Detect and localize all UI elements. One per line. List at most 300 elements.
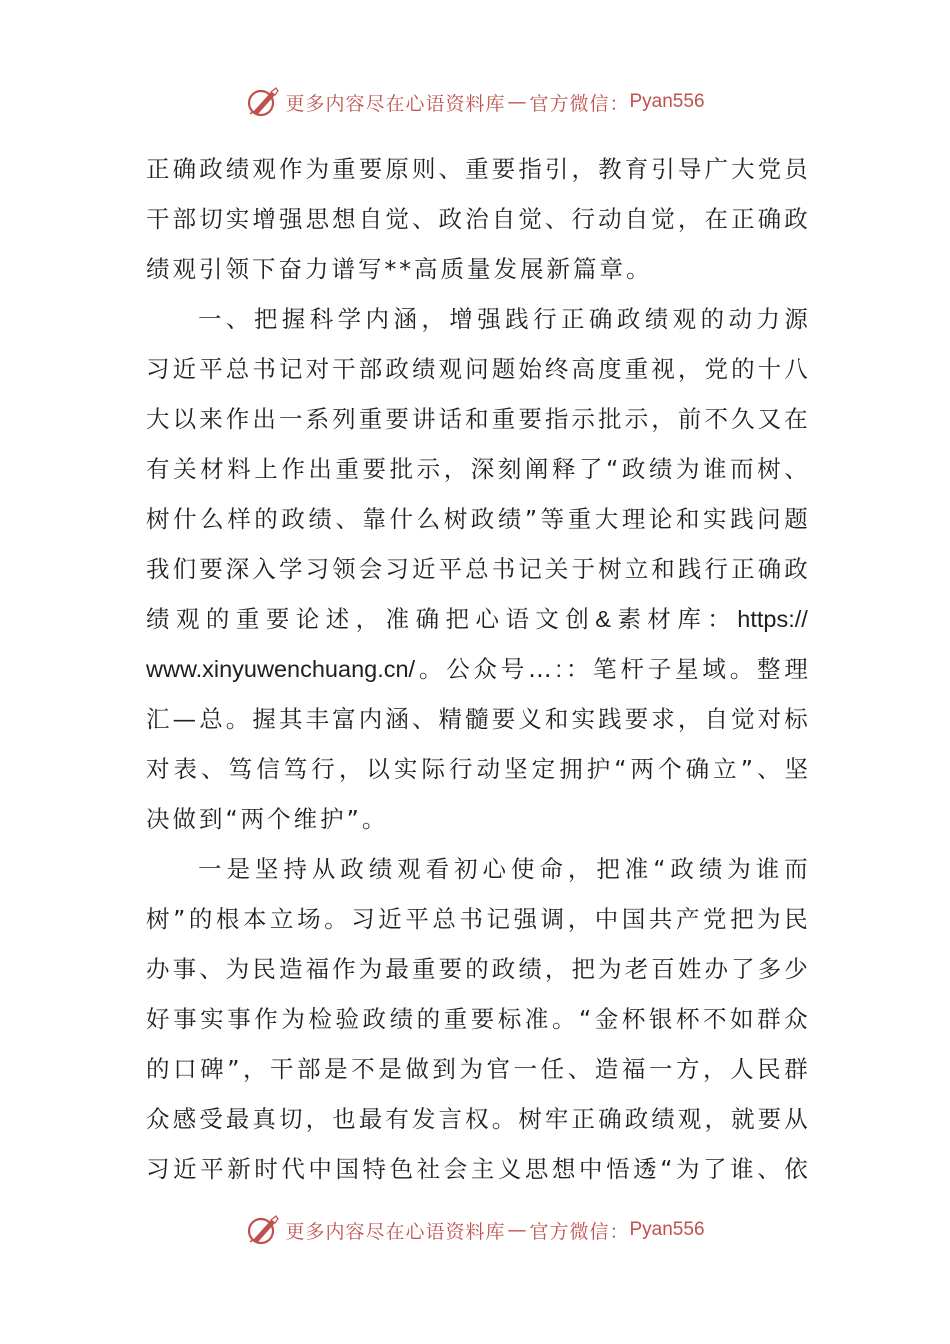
text-glyph: 杯 bbox=[675, 1005, 700, 1033]
text-glyph: 时 bbox=[254, 1155, 278, 1183]
text-glyph: 国 bbox=[621, 905, 646, 933]
text-glyph: 造 bbox=[594, 1055, 619, 1083]
text-glyph: 深 bbox=[470, 455, 495, 483]
text-glyph: 政 bbox=[281, 505, 305, 533]
text-glyph: 要 bbox=[491, 705, 516, 733]
page-header-banner bbox=[0, 82, 950, 122]
text-glyph: 色 bbox=[389, 1155, 414, 1183]
text-glyph: 、 bbox=[757, 1155, 781, 1183]
text-glyph: 科 bbox=[309, 305, 334, 333]
text-line bbox=[146, 394, 808, 444]
text-glyph: ， bbox=[305, 1105, 330, 1133]
text-glyph: 书 bbox=[459, 905, 483, 933]
text-glyph: ， bbox=[421, 305, 445, 333]
text-glyph: 方 bbox=[675, 1055, 700, 1083]
text-glyph: 刻 bbox=[497, 455, 522, 483]
text-glyph: 、 bbox=[438, 155, 463, 183]
text-glyph: 。 bbox=[418, 655, 443, 683]
text-glyph: 自 bbox=[624, 205, 649, 233]
text-glyph: 干 bbox=[146, 205, 170, 233]
text-glyph: 杆 bbox=[620, 655, 644, 683]
text-glyph: 观 bbox=[677, 1105, 702, 1133]
text-glyph: 政 bbox=[385, 355, 409, 383]
text-glyph: 了 bbox=[703, 1155, 727, 1183]
text-glyph: ， bbox=[571, 155, 595, 183]
text-glyph: 来 bbox=[199, 405, 223, 433]
text-glyph: 干 bbox=[332, 355, 356, 383]
text-glyph: 问 bbox=[465, 355, 489, 383]
text-glyph: 姓 bbox=[677, 955, 702, 983]
text-glyph: 在 bbox=[704, 205, 728, 233]
text-line bbox=[146, 694, 808, 744]
document-body bbox=[146, 144, 808, 1194]
text-glyph: 为 bbox=[675, 455, 700, 483]
text-glyph: 子 bbox=[647, 655, 672, 683]
text-glyph: 绩 bbox=[146, 605, 170, 633]
text-glyph: 平 bbox=[405, 905, 429, 933]
text-glyph: 践 bbox=[505, 305, 529, 333]
text-glyph: 问 bbox=[757, 505, 781, 533]
text-glyph: 增 bbox=[252, 205, 276, 233]
text-glyph: 富 bbox=[332, 705, 356, 733]
text-glyph: 么 bbox=[200, 505, 224, 533]
text-glyph: 检 bbox=[308, 1005, 332, 1033]
text-glyph: 树 bbox=[146, 905, 170, 933]
text-glyph: 坚 bbox=[254, 855, 279, 883]
text-glyph: 干 bbox=[270, 1055, 294, 1083]
text-glyph: 涵 bbox=[385, 705, 409, 733]
text-glyph: 确 bbox=[598, 1105, 622, 1133]
text-glyph: 两 bbox=[630, 755, 655, 783]
text-glyph: 出 bbox=[252, 405, 276, 433]
text-glyph: 批 bbox=[389, 455, 414, 483]
text-glyph: 心 bbox=[475, 605, 499, 633]
text-glyph: 最 bbox=[225, 1105, 250, 1133]
text-glyph: 有 bbox=[146, 455, 170, 483]
text-glyph: 学 bbox=[278, 555, 303, 583]
text-glyph: 大 bbox=[146, 405, 170, 433]
text-line bbox=[146, 994, 808, 1044]
text-glyph: 社 bbox=[416, 1155, 441, 1183]
text-glyph: 主 bbox=[470, 1155, 495, 1183]
text-glyph: “ bbox=[579, 1005, 592, 1033]
text-glyph: 行 bbox=[449, 755, 473, 783]
text-glyph: 对 bbox=[146, 755, 170, 783]
text-glyph: 什 bbox=[389, 505, 414, 533]
text-glyph: 了 bbox=[731, 955, 755, 983]
wechat-label: 官方微信： bbox=[529, 1220, 630, 1243]
text-glyph: 践 bbox=[677, 555, 702, 583]
text-glyph: 坚 bbox=[784, 755, 808, 783]
text-glyph: : bbox=[555, 656, 562, 682]
text-glyph: 为 bbox=[727, 855, 751, 883]
text-glyph: 实 bbox=[571, 705, 595, 733]
text-glyph: 为 bbox=[225, 955, 250, 983]
text-glyph: 任 bbox=[540, 1055, 565, 1083]
text-glyph: 党 bbox=[704, 355, 728, 383]
text-glyph: 深 bbox=[225, 555, 250, 583]
text-glyph: 命 bbox=[539, 855, 563, 883]
text-glyph: 谁 bbox=[703, 455, 727, 483]
text-glyph: 上 bbox=[254, 455, 278, 483]
text-glyph: 多 bbox=[757, 955, 782, 983]
text-glyph: 碑 bbox=[200, 1055, 224, 1083]
text-glyph: 正 bbox=[560, 305, 585, 333]
text-glyph: 政 bbox=[470, 505, 495, 533]
text-glyph: 创 bbox=[565, 605, 589, 633]
text-glyph: 平 bbox=[199, 355, 223, 383]
text-glyph: 笃 bbox=[228, 755, 253, 783]
text-glyph: 把 bbox=[571, 955, 595, 983]
text-glyph: … bbox=[528, 655, 552, 683]
text-glyph: 信 bbox=[256, 755, 280, 783]
text-glyph: 确 bbox=[172, 155, 197, 183]
text-glyph: 语 bbox=[505, 605, 529, 633]
text-glyph: 总 bbox=[199, 705, 223, 733]
text-glyph: 实 bbox=[200, 1005, 224, 1033]
text-glyph: 要 bbox=[518, 405, 542, 433]
text-glyph: 了 bbox=[579, 455, 603, 483]
text-glyph: 强 bbox=[278, 205, 303, 233]
text-glyph: ” bbox=[524, 505, 538, 533]
text-glyph: 为 bbox=[305, 155, 330, 183]
text-glyph: 确 bbox=[588, 305, 613, 333]
text-glyph: 群 bbox=[757, 1005, 781, 1033]
text-glyph: 引 bbox=[544, 155, 569, 183]
text-glyph: 重 bbox=[235, 605, 260, 633]
text-glyph: 持 bbox=[283, 855, 307, 883]
text-glyph: 、 bbox=[784, 455, 808, 483]
text-glyph: 最 bbox=[385, 955, 409, 983]
text-glyph: 把 bbox=[253, 305, 278, 333]
text-glyph: 确 bbox=[415, 605, 440, 633]
text-glyph: 思 bbox=[305, 205, 330, 233]
text-glyph: 坚 bbox=[504, 755, 528, 783]
text-glyph: 不 bbox=[704, 405, 728, 433]
text-glyph: 会 bbox=[358, 555, 383, 583]
text-line bbox=[146, 144, 808, 194]
text-glyph: 。 bbox=[551, 1005, 576, 1033]
text-glyph: 。 bbox=[491, 1105, 516, 1133]
text-glyph: 表 bbox=[173, 755, 198, 783]
text-glyph: 义 bbox=[497, 1155, 522, 1183]
text-glyph: 题 bbox=[491, 355, 516, 383]
text-glyph: 众 bbox=[473, 655, 498, 683]
text-glyph: 绩 bbox=[497, 505, 522, 533]
banner-dash: — bbox=[507, 91, 528, 113]
brand-name: 更多内容尽在心语资料库 bbox=[285, 92, 506, 115]
text-glyph: 国 bbox=[335, 1155, 359, 1183]
text-glyph: 重 bbox=[491, 405, 516, 433]
text-glyph: 髓 bbox=[465, 705, 489, 733]
text-glyph: https:// bbox=[737, 606, 808, 632]
text-glyph: 党 bbox=[757, 155, 782, 183]
text-glyph: 是 bbox=[378, 1055, 402, 1083]
text-line bbox=[146, 1144, 808, 1194]
text-glyph: 、 bbox=[756, 755, 781, 783]
text-glyph: 如 bbox=[730, 1005, 754, 1033]
text-line bbox=[146, 944, 808, 994]
text-glyph: 政 bbox=[784, 205, 808, 233]
text-line bbox=[146, 894, 808, 944]
text-glyph: ” bbox=[740, 755, 753, 783]
text-glyph: 近 bbox=[173, 1155, 197, 1183]
text-glyph: — bbox=[172, 705, 197, 733]
text-glyph: 重 bbox=[465, 155, 489, 183]
text-glyph: 想 bbox=[332, 205, 356, 233]
text-glyph: 丰 bbox=[305, 705, 330, 733]
text-glyph: 其 bbox=[278, 705, 303, 733]
text-glyph: 政 bbox=[670, 855, 694, 883]
text-glyph: 福 bbox=[621, 1055, 646, 1083]
text-glyph: ， bbox=[677, 705, 702, 733]
text-line-content: 绩观引领下奋力谱写**高质量发展新篇章。 bbox=[146, 255, 653, 283]
text-glyph: 的 bbox=[188, 905, 213, 933]
text-glyph: 而 bbox=[784, 855, 808, 883]
text-glyph: 人 bbox=[730, 1055, 754, 1083]
text-glyph: 行 bbox=[571, 205, 595, 233]
text-glyph: 树 bbox=[146, 505, 170, 533]
text-glyph: 事 bbox=[173, 1005, 197, 1033]
text-glyph: 原 bbox=[385, 155, 409, 183]
text-glyph: 银 bbox=[648, 1005, 673, 1033]
text-glyph: 中 bbox=[308, 1155, 332, 1183]
text-glyph: 部 bbox=[358, 355, 383, 383]
text-glyph: 本 bbox=[242, 905, 267, 933]
text-glyph: 到 bbox=[432, 1055, 456, 1083]
text-glyph: 群 bbox=[784, 1055, 808, 1083]
text-glyph: 域 bbox=[702, 655, 726, 683]
text-glyph: 引 bbox=[651, 155, 675, 183]
text-glyph: 把 bbox=[445, 605, 470, 633]
text-glyph: 福 bbox=[305, 955, 330, 983]
text-glyph: 视 bbox=[651, 355, 675, 383]
text-line bbox=[146, 544, 808, 594]
text-glyph: 想 bbox=[551, 1155, 576, 1183]
text-glyph: 绩 bbox=[648, 455, 673, 483]
text-glyph: 定 bbox=[531, 755, 556, 783]
text-glyph: 树 bbox=[598, 555, 622, 583]
text-glyph: 作 bbox=[225, 405, 250, 433]
text-glyph: ， bbox=[242, 1055, 267, 1083]
text-glyph: 等 bbox=[540, 505, 565, 533]
text-glyph: 出 bbox=[308, 455, 332, 483]
text-glyph: 记 bbox=[518, 555, 542, 583]
text-glyph: 心 bbox=[482, 855, 507, 883]
text-glyph: 要 bbox=[358, 155, 383, 183]
text-glyph: 的 bbox=[416, 1005, 441, 1033]
text-glyph: 民 bbox=[252, 955, 276, 983]
text-glyph: 政 bbox=[438, 205, 463, 233]
text-glyph: 导 bbox=[677, 155, 702, 183]
text-glyph: 为 bbox=[598, 955, 622, 983]
text-glyph: 自 bbox=[704, 705, 728, 733]
text-glyph: 调 bbox=[540, 905, 565, 933]
text-glyph: 标 bbox=[784, 705, 808, 733]
text-glyph: 大 bbox=[731, 155, 755, 183]
text-glyph: “ bbox=[653, 855, 666, 883]
text-glyph: 中 bbox=[594, 905, 619, 933]
text-glyph: 权 bbox=[465, 1105, 489, 1133]
text-glyph: 重 bbox=[624, 355, 649, 383]
text-glyph: 强 bbox=[477, 305, 501, 333]
text-glyph: 书 bbox=[252, 355, 276, 383]
text-glyph: 众 bbox=[146, 1105, 170, 1133]
text-glyph: “ bbox=[614, 755, 627, 783]
text-glyph: 言 bbox=[438, 1105, 463, 1133]
text-glyph: 对 bbox=[305, 355, 330, 383]
text-glyph: ” bbox=[173, 905, 186, 933]
text-glyph: 践 bbox=[598, 705, 622, 733]
text-glyph: 中 bbox=[579, 1155, 603, 1183]
text-glyph: 学 bbox=[337, 305, 362, 333]
text-glyph: 立 bbox=[713, 755, 737, 783]
text-glyph: 总 bbox=[465, 555, 489, 583]
text-glyph: 材 bbox=[647, 605, 671, 633]
text-glyph: 要 bbox=[199, 555, 223, 583]
text-glyph: 事 bbox=[227, 1005, 251, 1033]
text-glyph: ， bbox=[677, 355, 702, 383]
text-glyph: 要 bbox=[491, 155, 516, 183]
text-glyph: 政 bbox=[624, 1105, 649, 1133]
text-glyph: 公 bbox=[446, 655, 470, 683]
text-glyph: 以 bbox=[366, 755, 390, 783]
text-glyph: 教 bbox=[598, 155, 622, 183]
text-glyph: 久 bbox=[731, 405, 755, 433]
text-glyph: 正 bbox=[731, 555, 755, 583]
text-glyph: 新 bbox=[227, 1155, 251, 1183]
text-glyph: 不 bbox=[351, 1055, 375, 1083]
text-glyph: 笃 bbox=[283, 755, 308, 783]
text-glyph: 党 bbox=[703, 905, 727, 933]
text-glyph: 政 bbox=[616, 305, 641, 333]
text-glyph: 系 bbox=[305, 405, 330, 433]
text-glyph: 员 bbox=[784, 155, 808, 183]
text-glyph: 绩 bbox=[698, 855, 723, 883]
pen-logo-icon bbox=[245, 86, 281, 118]
text-glyph: 准 bbox=[385, 605, 410, 633]
text-glyph: 透 bbox=[633, 1155, 657, 1183]
text-glyph: 立 bbox=[270, 905, 294, 933]
text-glyph: “ bbox=[606, 455, 619, 483]
text-glyph: 高 bbox=[571, 355, 595, 383]
text-glyph: 政 bbox=[362, 1005, 386, 1033]
text-glyph: 政 bbox=[784, 555, 808, 583]
text-glyph: 好 bbox=[146, 1005, 170, 1033]
text-glyph: 义 bbox=[518, 705, 542, 733]
text-glyph: 民 bbox=[757, 1055, 781, 1083]
text-glyph: 真 bbox=[252, 1105, 276, 1133]
text-glyph: 重 bbox=[443, 1005, 468, 1033]
text-glyph: 悟 bbox=[606, 1155, 630, 1183]
text-glyph: 论 bbox=[295, 605, 320, 633]
text-glyph: 树 bbox=[443, 505, 468, 533]
text-glyph: 行 bbox=[704, 555, 728, 583]
text-glyph: 正 bbox=[146, 155, 170, 183]
text-line bbox=[146, 1044, 808, 1094]
text-line bbox=[146, 844, 808, 894]
text-glyph: 切 bbox=[199, 205, 223, 233]
text-glyph: 做 bbox=[405, 1055, 429, 1083]
text-glyph: 习 bbox=[146, 355, 170, 383]
text-glyph: 觉 bbox=[651, 205, 675, 233]
text-glyph: 有 bbox=[385, 1105, 409, 1133]
text-glyph: 书 bbox=[491, 555, 516, 583]
text-glyph: 在 bbox=[784, 405, 808, 433]
text-glyph: 从 bbox=[311, 855, 336, 883]
text-glyph: 政 bbox=[621, 455, 646, 483]
text-glyph: 关 bbox=[173, 455, 197, 483]
text-glyph: 动 bbox=[728, 305, 753, 333]
text-glyph: 、 bbox=[225, 305, 250, 333]
text-glyph: 一 bbox=[198, 855, 222, 883]
text-glyph: 谁 bbox=[755, 855, 780, 883]
text-glyph: 近 bbox=[411, 555, 436, 583]
text-glyph: 文 bbox=[535, 605, 559, 633]
text-glyph: 指 bbox=[544, 405, 569, 433]
text-glyph: 增 bbox=[449, 305, 473, 333]
text-glyph: 民 bbox=[784, 905, 808, 933]
text-glyph: 一 bbox=[513, 1055, 538, 1083]
text-glyph: 总 bbox=[432, 905, 456, 933]
text-glyph: 初 bbox=[454, 855, 478, 883]
text-glyph: 觉 bbox=[518, 205, 542, 233]
text-glyph: 料 bbox=[227, 455, 251, 483]
text-glyph: 看 bbox=[425, 855, 450, 883]
text-glyph: 个 bbox=[658, 755, 682, 783]
text-glyph: 的 bbox=[205, 605, 230, 633]
text-glyph: 的 bbox=[254, 505, 278, 533]
text-glyph: 为 bbox=[459, 1055, 483, 1083]
text-glyph: 作 bbox=[281, 455, 305, 483]
text-glyph: 思 bbox=[524, 1155, 549, 1183]
text-glyph: 重 bbox=[335, 455, 359, 483]
text-glyph: 阐 bbox=[524, 455, 549, 483]
text-glyph: 自 bbox=[491, 205, 516, 233]
text-glyph: 拥 bbox=[559, 755, 583, 783]
text-glyph: 八 bbox=[784, 355, 808, 383]
text-line bbox=[146, 594, 808, 644]
text-glyph: 使 bbox=[510, 855, 535, 883]
page-footer-banner bbox=[0, 1210, 950, 1250]
pen-logo-icon bbox=[245, 1214, 281, 1246]
text-glyph: 标 bbox=[497, 1005, 522, 1033]
text-glyph: 官 bbox=[486, 1055, 510, 1083]
text-glyph: 验 bbox=[335, 1005, 359, 1033]
text-glyph: 、 bbox=[411, 205, 436, 233]
text-glyph: 实 bbox=[393, 755, 418, 783]
text-glyph: 金 bbox=[594, 1005, 619, 1033]
text-glyph: 汇 bbox=[146, 705, 170, 733]
text-glyph: 讲 bbox=[411, 405, 436, 433]
text-glyph: 近 bbox=[172, 355, 197, 383]
wechat-label: 官方微信： bbox=[529, 92, 630, 115]
text-line bbox=[146, 644, 808, 694]
text-glyph: 广 bbox=[704, 155, 728, 183]
text-glyph: 示 bbox=[624, 405, 649, 433]
text-glyph: 终 bbox=[544, 355, 569, 383]
text-glyph: ， bbox=[677, 205, 702, 233]
text-glyph: 大 bbox=[594, 505, 619, 533]
text-line bbox=[146, 794, 808, 844]
text-glyph: 为 bbox=[757, 905, 781, 933]
text-glyph: ， bbox=[338, 755, 363, 783]
text-glyph: 育 bbox=[624, 155, 649, 183]
text-glyph: 么 bbox=[416, 505, 441, 533]
text-glyph: 践 bbox=[730, 505, 754, 533]
text-glyph: 示 bbox=[571, 405, 595, 433]
text-glyph: 星 bbox=[675, 655, 699, 683]
